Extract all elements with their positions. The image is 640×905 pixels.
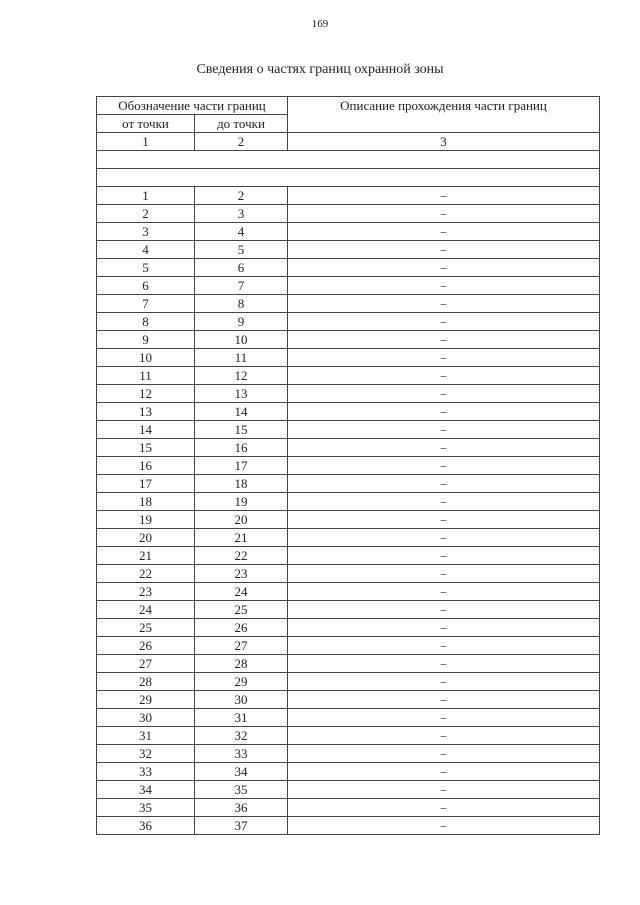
description-cell: –	[288, 259, 600, 277]
from-point-cell: 24	[97, 601, 195, 619]
description-cell: –	[288, 493, 600, 511]
from-point-cell: 30	[97, 709, 195, 727]
table-row	[97, 673, 600, 691]
description-cell: –	[288, 187, 600, 205]
to-point-cell: 30	[195, 691, 288, 709]
table-row	[97, 187, 600, 205]
to-point-cell: 9	[195, 313, 288, 331]
table-row	[97, 367, 600, 385]
table-row	[97, 223, 600, 241]
to-point-cell: 19	[195, 493, 288, 511]
table-row	[97, 781, 600, 799]
table-row	[97, 421, 600, 439]
description-cell: –	[288, 583, 600, 601]
description-cell: –	[288, 385, 600, 403]
from-point-cell: 11	[97, 367, 195, 385]
gap-cell	[97, 169, 600, 187]
from-point-cell: 12	[97, 385, 195, 403]
to-point-cell: 31	[195, 709, 288, 727]
boundary-table	[96, 96, 600, 835]
to-point-cell: 5	[195, 241, 288, 259]
to-point-cell: 28	[195, 655, 288, 673]
to-point-cell: 35	[195, 781, 288, 799]
from-point-cell: 17	[97, 475, 195, 493]
table-row	[97, 277, 600, 295]
from-point-cell: 33	[97, 763, 195, 781]
from-point-cell: 8	[97, 313, 195, 331]
column-number-2: 2	[195, 133, 288, 151]
description-cell: –	[288, 295, 600, 313]
to-point-cell: 37	[195, 817, 288, 835]
to-point-cell: 14	[195, 403, 288, 421]
from-point-cell: 32	[97, 745, 195, 763]
description-cell: –	[288, 367, 600, 385]
description-cell: –	[288, 763, 600, 781]
table-row	[97, 691, 600, 709]
to-point-cell: 16	[195, 439, 288, 457]
description-cell: –	[288, 529, 600, 547]
table-row	[97, 727, 600, 745]
to-point-cell: 27	[195, 637, 288, 655]
page-number: 169	[311, 18, 329, 30]
description-cell: –	[288, 241, 600, 259]
description-cell: –	[288, 421, 600, 439]
gap-row	[97, 169, 600, 187]
description-cell: –	[288, 511, 600, 529]
from-point-cell: 13	[97, 403, 195, 421]
table-row	[97, 295, 600, 313]
from-point-cell: 7	[97, 295, 195, 313]
from-point-cell: 27	[97, 655, 195, 673]
description-cell: –	[288, 709, 600, 727]
from-point-cell: 23	[97, 583, 195, 601]
to-point-cell: 11	[195, 349, 288, 367]
from-point-cell: 22	[97, 565, 195, 583]
table-row	[97, 601, 600, 619]
from-point-cell: 25	[97, 619, 195, 637]
table-body	[97, 187, 600, 835]
table-row	[97, 619, 600, 637]
description-cell: –	[288, 223, 600, 241]
to-point-cell: 32	[195, 727, 288, 745]
table-row	[97, 745, 600, 763]
table-row	[97, 493, 600, 511]
table-row	[97, 205, 600, 223]
to-point-cell: 25	[195, 601, 288, 619]
from-point-cell: 9	[97, 331, 195, 349]
table-row	[97, 259, 600, 277]
from-point-cell: 20	[97, 529, 195, 547]
from-point-cell: 2	[97, 205, 195, 223]
from-point-cell: 36	[97, 817, 195, 835]
table-row	[97, 511, 600, 529]
to-point-cell: 4	[195, 223, 288, 241]
from-point-cell: 1	[97, 187, 195, 205]
spacer-cell	[97, 151, 600, 169]
from-point-cell: 4	[97, 241, 195, 259]
to-point-cell: 24	[195, 583, 288, 601]
from-point-cell: 15	[97, 439, 195, 457]
to-point-cell: 21	[195, 529, 288, 547]
description-cell: –	[288, 601, 600, 619]
from-point-cell: 34	[97, 781, 195, 799]
description-cell: –	[288, 313, 600, 331]
description-cell: –	[288, 781, 600, 799]
table-row	[97, 475, 600, 493]
description-cell: –	[288, 277, 600, 295]
to-point-cell: 33	[195, 745, 288, 763]
table-row	[97, 583, 600, 601]
from-point-cell: 16	[97, 457, 195, 475]
from-point-cell: 14	[97, 421, 195, 439]
to-point-cell: 29	[195, 673, 288, 691]
to-point-cell: 13	[195, 385, 288, 403]
from-point-cell: 19	[97, 511, 195, 529]
to-point-cell: 18	[195, 475, 288, 493]
spacer-row	[97, 151, 600, 169]
table-row	[97, 439, 600, 457]
from-point-cell: 18	[97, 493, 195, 511]
description-cell: –	[288, 655, 600, 673]
from-point-cell: 35	[97, 799, 195, 817]
to-point-cell: 7	[195, 277, 288, 295]
table-row	[97, 799, 600, 817]
to-point-cell: 12	[195, 367, 288, 385]
description-cell: –	[288, 745, 600, 763]
description-cell: –	[288, 619, 600, 637]
header-to-point: до точки	[195, 115, 288, 133]
description-cell: –	[288, 439, 600, 457]
description-cell: –	[288, 637, 600, 655]
description-cell: –	[288, 817, 600, 835]
table-row	[97, 241, 600, 259]
description-cell: –	[288, 673, 600, 691]
to-point-cell: 36	[195, 799, 288, 817]
from-point-cell: 3	[97, 223, 195, 241]
table-row	[97, 547, 600, 565]
description-cell: –	[288, 547, 600, 565]
to-point-cell: 26	[195, 619, 288, 637]
table-row	[97, 403, 600, 421]
description-cell: –	[288, 205, 600, 223]
description-cell: –	[288, 349, 600, 367]
to-point-cell: 23	[195, 565, 288, 583]
description-cell: –	[288, 457, 600, 475]
header-boundary-description: Описание прохождения части границ	[288, 97, 600, 133]
from-point-cell: 31	[97, 727, 195, 745]
from-point-cell: 6	[97, 277, 195, 295]
table-row	[97, 637, 600, 655]
to-point-cell: 17	[195, 457, 288, 475]
description-cell: –	[288, 403, 600, 421]
from-point-cell: 26	[97, 637, 195, 655]
to-point-cell: 2	[195, 187, 288, 205]
from-point-cell: 10	[97, 349, 195, 367]
to-point-cell: 10	[195, 331, 288, 349]
table-row	[97, 565, 600, 583]
table-row	[97, 331, 600, 349]
from-point-cell: 21	[97, 547, 195, 565]
to-point-cell: 3	[195, 205, 288, 223]
table-row	[97, 313, 600, 331]
description-cell: –	[288, 565, 600, 583]
header-boundary-designation: Обозначение части границ	[97, 97, 288, 115]
column-number-1: 1	[97, 133, 195, 151]
to-point-cell: 34	[195, 763, 288, 781]
table-row	[97, 763, 600, 781]
description-cell: –	[288, 475, 600, 493]
description-cell: –	[288, 331, 600, 349]
to-point-cell: 15	[195, 421, 288, 439]
to-point-cell: 20	[195, 511, 288, 529]
to-point-cell: 6	[195, 259, 288, 277]
to-point-cell: 8	[195, 295, 288, 313]
table-row	[97, 655, 600, 673]
table-row	[97, 817, 600, 835]
from-point-cell: 5	[97, 259, 195, 277]
to-point-cell: 22	[195, 547, 288, 565]
table-row	[97, 385, 600, 403]
description-cell: –	[288, 727, 600, 745]
table-row	[97, 709, 600, 727]
header-from-point: от точки	[97, 115, 195, 133]
from-point-cell: 29	[97, 691, 195, 709]
description-cell: –	[288, 691, 600, 709]
table-row	[97, 457, 600, 475]
document-title: Сведения о частях границ охранной зоны	[196, 62, 444, 77]
from-point-cell: 28	[97, 673, 195, 691]
table-row	[97, 529, 600, 547]
description-cell: –	[288, 799, 600, 817]
table-row	[97, 349, 600, 367]
column-number-3: 3	[288, 133, 600, 151]
